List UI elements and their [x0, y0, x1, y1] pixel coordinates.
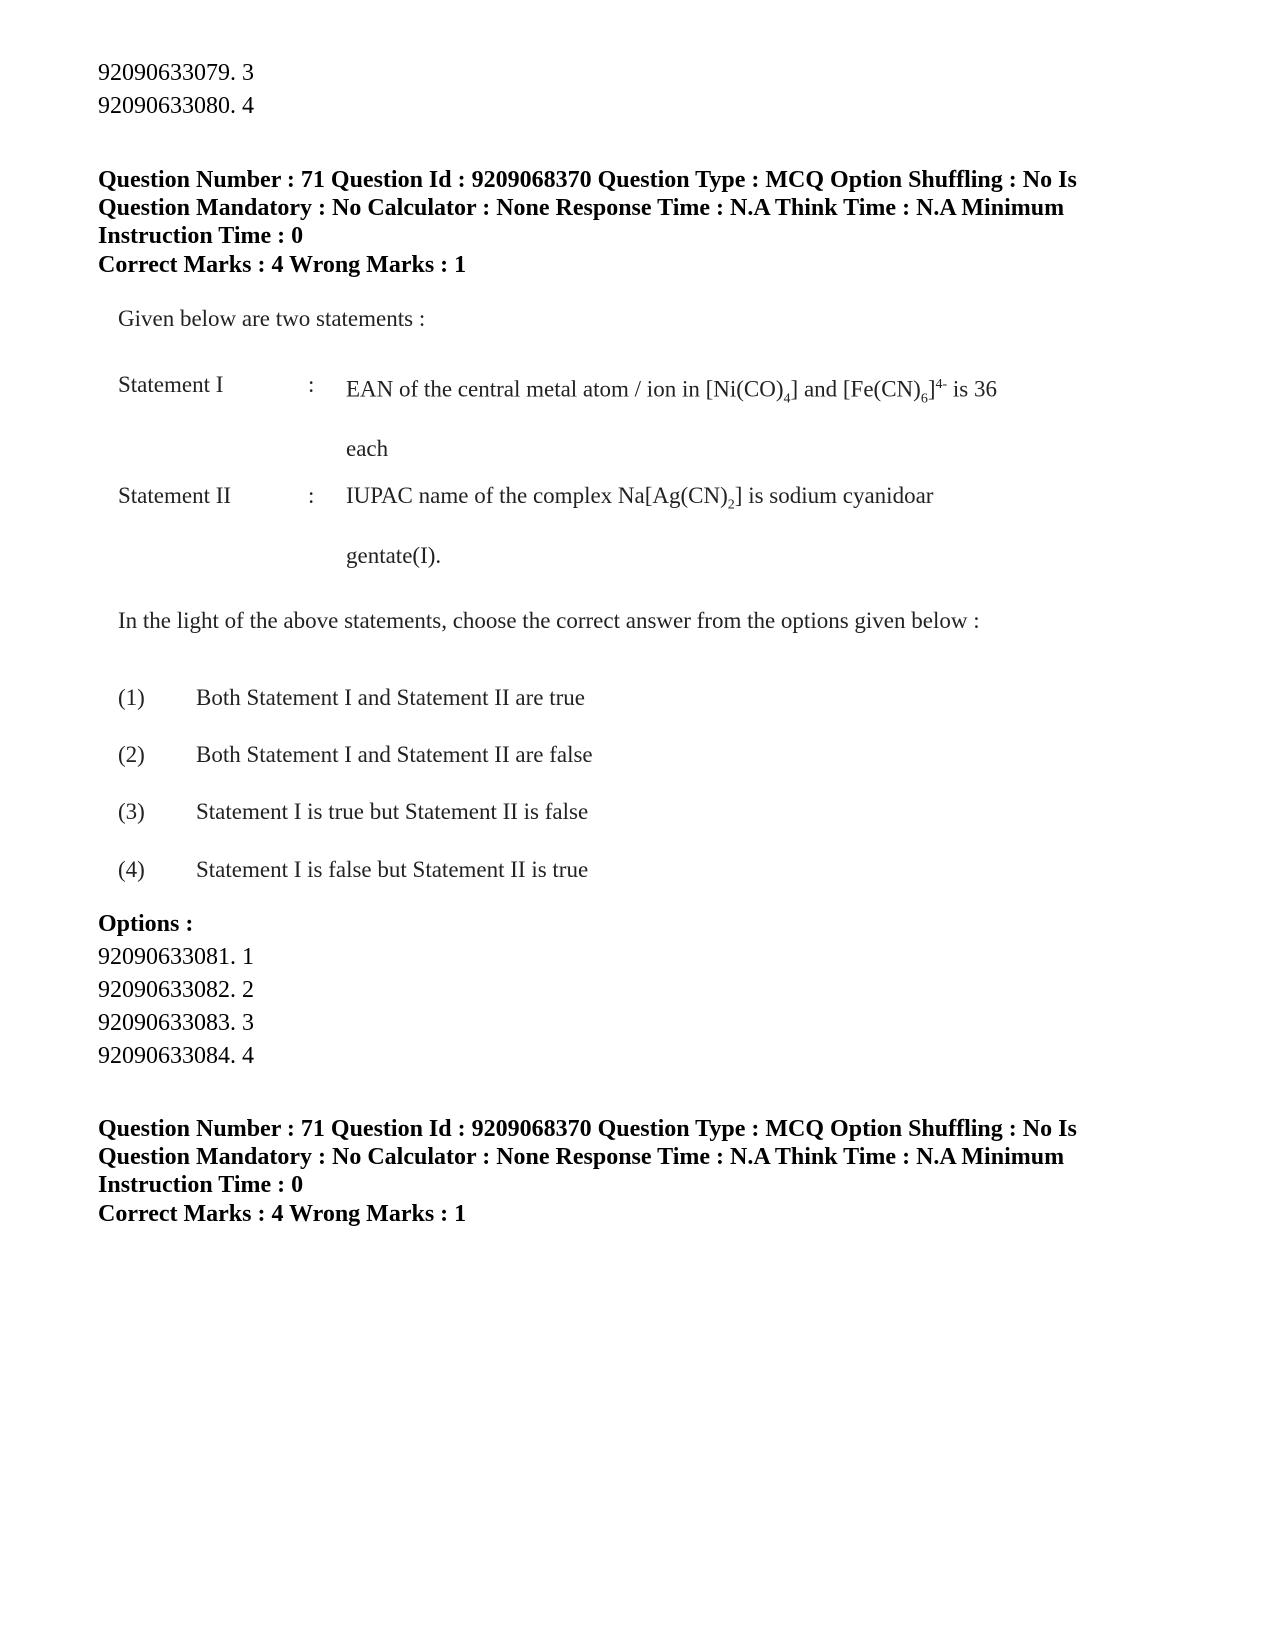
statement-1-text-part: EAN of the central metal atom / ion in [Ni(CO)	[346, 376, 784, 402]
previous-option-line: 92090633080. 4	[98, 93, 254, 119]
statement-1-text	[346, 360, 1116, 474]
statement-1-text-part: is 36	[947, 376, 998, 402]
question-header-line: Question Number : 71 Question Id : 9209068370 Question Type : MCQ Option Shuffling : No Is	[98, 1116, 1077, 1142]
question-prompt: In the light of the above statements, choose the correct answer from the options given below :	[118, 608, 980, 633]
option-line: 92090633082. 2	[98, 977, 254, 1003]
statement-2-colon: :	[308, 483, 315, 508]
statement-2-text-part: IUPAC name of the complex Na[Ag(CN)	[346, 483, 728, 508]
statement-1-text-part: each	[346, 436, 389, 462]
question-header	[98, 166, 1138, 250]
choice-text: Both Statement I and Statement II are true	[196, 685, 585, 710]
option-line: 92090633083. 3	[98, 1010, 254, 1036]
options-label: Options :	[98, 911, 194, 937]
choice-number: (1)	[118, 685, 145, 710]
question-header-line: Instruction Time : 0	[98, 223, 304, 249]
statement-1-text-part: ] and [Fe(CN)	[790, 376, 921, 402]
statement-2-text	[346, 471, 1116, 581]
statement-2-label: Statement II	[118, 483, 232, 508]
next-question-header	[98, 1115, 1138, 1199]
question-header-line: Instruction Time : 0	[98, 1172, 304, 1198]
subscript: 4	[783, 391, 791, 407]
question-intro: Given below are two statements :	[118, 306, 426, 331]
question-header-line: Question Mandatory : No Calculator : None Response Time : N.A Think Time : N.A Minimum	[98, 195, 1065, 221]
superscript: 4-	[935, 377, 948, 392]
question-marks: Correct Marks : 4 Wrong Marks : 1	[98, 252, 467, 278]
statement-2-text-part: gentate(I).	[346, 542, 442, 568]
subscript: 2	[727, 497, 735, 513]
statement-1-label: Statement I	[118, 372, 224, 397]
choice-number: (4)	[118, 857, 145, 882]
question-header-line: Question Number : 71 Question Id : 9209068370 Question Type : MCQ Option Shuffling : No Is	[98, 167, 1077, 193]
statement-1-text-part: ]	[927, 376, 936, 402]
statement-1-colon: :	[308, 372, 315, 397]
choice-number: (3)	[118, 799, 145, 824]
question-header-line: Question Mandatory : No Calculator : None Response Time : N.A Think Time : N.A Minimum	[98, 1144, 1065, 1170]
previous-option-line: 92090633079. 3	[98, 60, 254, 86]
subscript: 6	[920, 391, 928, 407]
choice-number: (2)	[118, 742, 145, 767]
choice-text: Statement I is true but Statement II is false	[196, 799, 589, 824]
option-line: 92090633081. 1	[98, 944, 254, 970]
statement-2-text-part: ] is sodium cyanidoar	[734, 483, 934, 508]
choice-text: Both Statement I and Statement II are false	[196, 742, 593, 767]
choice-text: Statement I is false but Statement II is true	[196, 857, 589, 882]
option-line: 92090633084. 4	[98, 1043, 254, 1069]
next-question-marks: Correct Marks : 4 Wrong Marks : 1	[98, 1201, 467, 1227]
question-image	[98, 306, 1128, 930]
